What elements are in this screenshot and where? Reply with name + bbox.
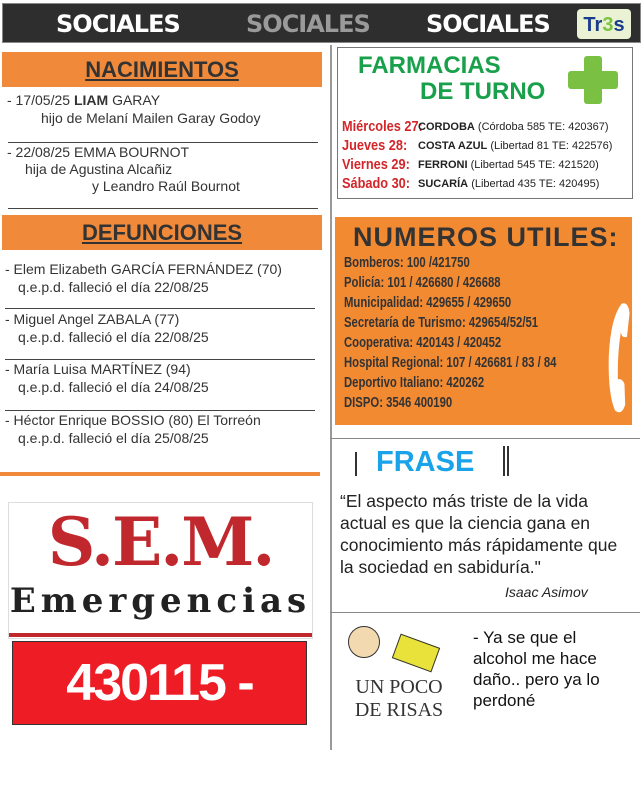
frase-title: FRASE: [376, 446, 475, 478]
phone-line: Cooperativa: 420143 / 420452: [344, 335, 502, 351]
phone-line: Municipalidad: 429655 / 429650: [344, 295, 512, 311]
divider: [8, 208, 318, 209]
phone-line: Secretaría de Turismo: 429654/52/51: [344, 315, 539, 331]
nacimientos-heading: NACIMIENTOS: [2, 52, 322, 87]
birth-entry: - 22/08/25 EMMA BOURNOT: [7, 144, 190, 160]
death-entry-detail: q.e.p.d. falleció el día 24/08/25: [18, 379, 209, 395]
sem-subtitle: Emergencias: [9, 581, 312, 621]
risas-label: UN POCO: [355, 676, 443, 698]
divider: [8, 142, 318, 143]
death-entry-name: - María Luisa MARTÍNEZ (94): [5, 361, 191, 377]
phone-line: Policía: 101 / 426680 / 426688: [344, 275, 501, 291]
pharmacy-row: FERRONI (Libertad 545 TE: 421520): [418, 159, 599, 171]
section-title: SOCIALES: [246, 10, 370, 38]
section-title: SOCIALES: [56, 10, 180, 38]
orange-divider: [0, 472, 320, 476]
death-entry-detail: q.e.p.d. falleció el día 22/08/25: [18, 329, 209, 345]
defunciones-heading: DEFUNCIONES: [2, 215, 322, 250]
falling-cartoon-icon: [392, 634, 440, 673]
death-entry-detail: q.e.p.d. falleció el día 22/08/25: [18, 279, 209, 295]
joke-text: - Ya se que el alcohol me hace daño.. pero ya lo perdoné: [473, 628, 600, 710]
pharmacy-day: Miércoles 27:: [342, 118, 423, 135]
farmacias-box: [337, 47, 633, 199]
divider: [330, 438, 640, 439]
frase-bar: [355, 452, 357, 476]
frase-author: Isaac Asimov: [505, 584, 588, 600]
birth-parents: hija de Agustina Alcañiz: [25, 161, 173, 177]
death-entry-name: - Miguel Angel ZABALA (77): [5, 311, 180, 327]
birth-parents: hijo de Melaní Mailen Garay Godoy: [41, 110, 261, 126]
divider: [330, 612, 640, 613]
divider: [5, 359, 315, 360]
pharmacy-day: Jueves 28:: [342, 137, 408, 154]
pharmacy-day: Sábado 30:: [342, 175, 411, 192]
section-title: SOCIALES: [426, 10, 550, 38]
frase-bar: [503, 446, 509, 476]
birth-parents: y Leandro Raúl Bournot: [92, 178, 240, 194]
pharmacy-row: CORDOBA (Córdoba 585 TE: 420367): [418, 121, 609, 133]
risas-label: DE RISAS: [354, 699, 444, 721]
numeros-utiles-box: [335, 217, 632, 425]
header-bar: [2, 3, 641, 43]
un-poco-de-risas-image: [340, 618, 458, 728]
sem-logo-text: S.E.M.: [47, 503, 274, 581]
death-entry-detail: q.e.p.d. falleció el día 25/08/25: [18, 430, 209, 446]
death-entry-name: - Héctor Enrique BOSSIO (80) El Torreón: [5, 412, 261, 428]
pharmacy-cross-icon: [568, 56, 618, 104]
diario-tr3s-logo: Tr3s: [577, 9, 631, 39]
phone-line: Hospital Regional: 107 / 426681 / 83 / 84: [344, 355, 557, 371]
divider: [5, 308, 315, 309]
telephone-handset-icon: [607, 299, 631, 417]
pharmacy-row: COSTA AZUL (Libertad 81 TE: 422576): [418, 140, 613, 152]
farmacias-title: FARMACIAS: [358, 52, 501, 79]
sem-emergencias-ad: [8, 502, 313, 639]
column-divider: [330, 45, 332, 750]
phone-line: Bomberos: 100 /421750: [344, 255, 470, 271]
sem-phone-numbers: 430115 - 420434: [12, 641, 307, 725]
divider: [5, 410, 315, 411]
red-rule: [9, 633, 312, 637]
pharmacy-day: Viernes 29:: [342, 156, 410, 173]
pharmacy-row: SUCARÍA (Libertad 435 TE: 420495): [418, 178, 600, 190]
numeros-title: NUMEROS UTILES:: [353, 222, 619, 252]
death-entry-name: - Elem Elizabeth GARCÍA FERNÁNDEZ (70): [5, 261, 282, 277]
frase-quote: “El aspecto más triste de la vida actual es que la ciencia gana en conocimiento más rápidamente que la sociedad en sabiduría.": [340, 491, 618, 577]
phone-line: DISPO: 3546 400190: [344, 395, 453, 411]
birth-entry: - 17/05/25 LIAM GARAY: [7, 92, 161, 108]
phone-line: Deportivo Italiano: 420262: [344, 375, 485, 391]
farmacias-title: DE TURNO: [420, 78, 546, 105]
laughing-cartoon-icon: [348, 626, 380, 658]
